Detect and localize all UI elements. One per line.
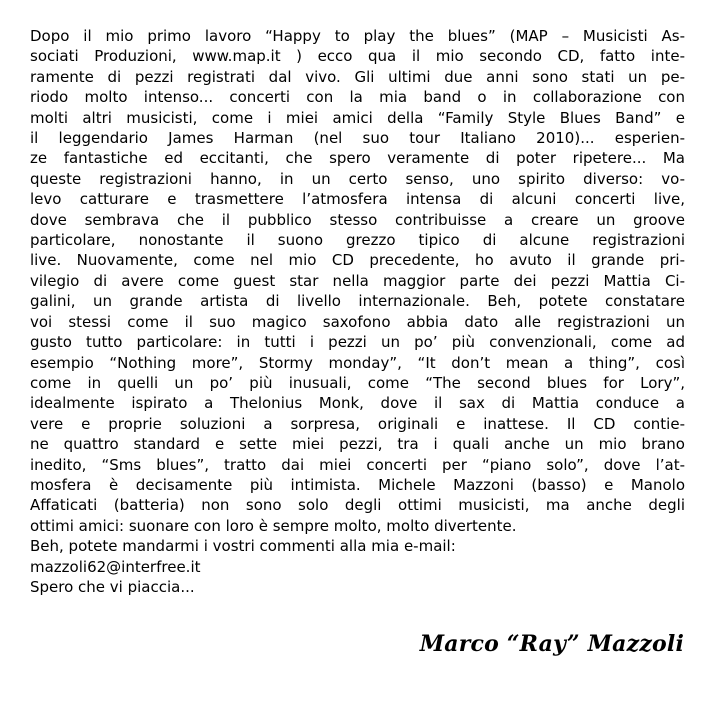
- text-line: molti altri musicisti, come i miei amici della “Family Style Blues Band” e: [30, 108, 685, 127]
- text-line: mosfera è decisamente più intimista. Michele Mazzoni (basso) e Manolo: [30, 475, 685, 494]
- liner-notes-text: [30, 26, 685, 597]
- text-line: galini, un grande artista di livello internazionale. Beh, potete constatare: [30, 292, 685, 311]
- text-line: Dopo il mio primo lavoro “Happy to play the blues” (MAP – Musicisti As-: [30, 27, 685, 45]
- closing-line: Spero che vi piaccia...: [30, 577, 195, 596]
- text-line: Affaticati (batteria) non sono solo degli ottimi musicisti, ma anche degli: [30, 496, 685, 515]
- email-address: mazzoli62@interfree.it: [30, 557, 201, 576]
- text-line: vilegio di avere come guest star nella maggior parte dei pezzi Mattia Ci-: [30, 271, 685, 290]
- text-line: voi stessi come il suo magico saxofono abbia dato alle registrazioni un: [30, 312, 685, 331]
- text-line: ottimi amici: suonare con loro è sempre molto, molto divertente.: [30, 516, 517, 535]
- text-line: live. Nuovamente, come nel mio CD precedente, ho avuto il grande pri-: [30, 251, 685, 270]
- text-line: ze fantastiche ed eccitanti, che spero veramente di poter ripetere... Ma: [30, 149, 685, 168]
- text-line: inedito, “Sms blues”, tratto dai miei concerti per “piano solo”, dove l’at-: [30, 455, 685, 474]
- text-line: queste registrazioni hanno, in un certo senso, uno spirito diverso: vo-: [30, 169, 685, 188]
- text-line: levo catturare e trasmettere l’atmosfera intensa di alcuni concerti live,: [30, 190, 685, 209]
- text-line: sociati Produzioni, www.map.it ) ecco qua il mio secondo CD, fatto inte-: [30, 47, 685, 66]
- text-line: idealmente ispirato a Thelonius Monk, dove il sax di Mattia conduce a: [30, 394, 685, 413]
- text-line: dove sembrava che il pubblico stesso contribuisse a creare un groove: [30, 210, 685, 229]
- text-line: riodo molto intenso... concerti con la mia band o in collaborazione con: [30, 88, 685, 107]
- signature: Marco “Ray” Mazzoli: [419, 631, 684, 657]
- text-line: ne quattro standard e sette miei pezzi, tra i quali anche un mio brano: [30, 435, 685, 454]
- text-line: Beh, potete mandarmi i vostri commenti alla mia e-mail:: [30, 537, 456, 556]
- text-line: vere e proprie soluzioni a sorpresa, originali e inattese. Il CD contie-: [30, 414, 685, 433]
- text-line: il leggendario James Harman (nel suo tour Italiano 2010)... esperien-: [30, 129, 685, 148]
- text-line: gusto tutto particolare: in tutti i pezzi un po’ più convenzionali, come ad: [30, 333, 685, 352]
- text-line: esempio “Nothing more”, Stormy monday”, “It don’t mean a thing”, così: [30, 353, 685, 372]
- text-line: ramente di pezzi registrati dal vivo. Gli ultimi due anni sono stati un pe-: [30, 67, 685, 86]
- text-line: particolare, nonostante il suono grezzo tipico di alcune registrazioni: [30, 231, 685, 250]
- text-line: come in quelli un po’ più inusuali, come “The second blues for Lory”,: [30, 373, 685, 392]
